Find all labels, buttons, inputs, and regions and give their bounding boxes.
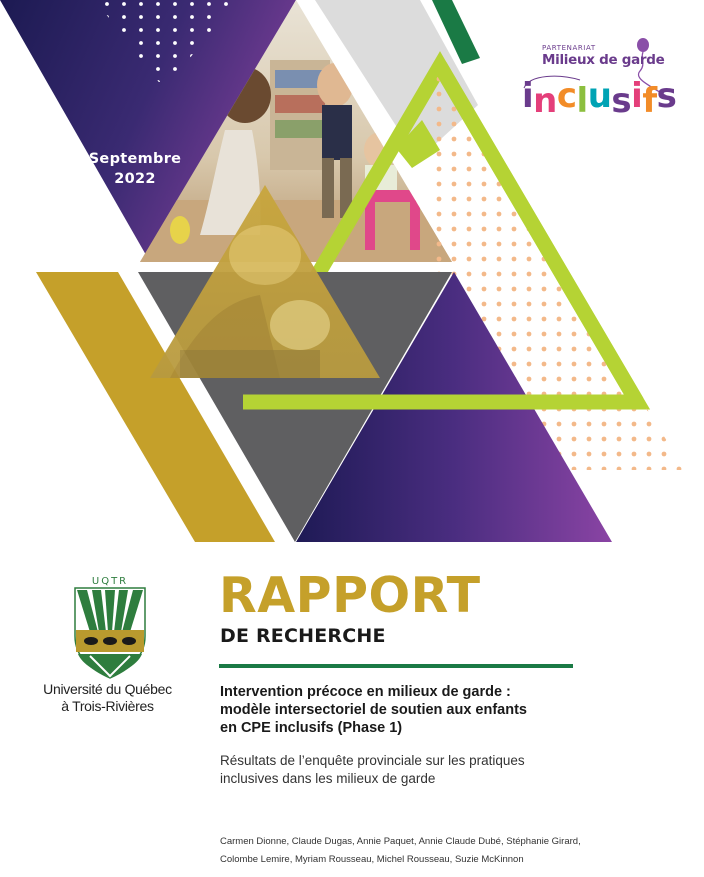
report-authors [220, 833, 640, 869]
partner-name: Milieux de garde [542, 52, 665, 68]
report-description-line1: Résultats de l’enquête provinciale sur les pratiques [220, 753, 525, 768]
green-divider [219, 664, 573, 668]
report-authors-line2: Colombe Lemire, Myriam Rousseau, Michel Rousseau, Suzie McKinnon [220, 854, 524, 865]
partner-word-inclusifs [522, 76, 677, 121]
report-description-line2: inclusives dans les milieux de garde [220, 771, 436, 786]
partner-word-letter: s [611, 81, 632, 121]
report-description [220, 752, 580, 788]
partner-word-letter: s [656, 76, 677, 116]
report-subheading: DE RECHERCHE [220, 625, 386, 647]
university-name-line2: à Trois-Rivières [61, 698, 154, 714]
report-title-line1: Intervention précoce en milieux de garde : [220, 684, 511, 700]
date-year: 2022 [114, 171, 156, 187]
report-title [220, 683, 590, 737]
partner-word-letter: i [522, 76, 534, 116]
partner-logo [520, 38, 680, 130]
report-heading: RAPPORT [219, 567, 481, 624]
university-name [20, 681, 195, 715]
uqtr-acronym: UQTR [91, 576, 129, 587]
date-month: Septembre [88, 151, 182, 167]
partner-word-letter: u [587, 76, 612, 116]
partner-tagline: PARTENARIAT [542, 44, 596, 52]
publication-date [70, 149, 200, 189]
partner-word-letter: i [631, 76, 643, 116]
partner-word-letter: f [642, 81, 657, 121]
report-authors-line1: Carmen Dionne, Claude Dugas, Annie Paquet, Annie Claude Dubé, Stéphanie Girard, [220, 836, 581, 847]
report-title-line3: en CPE inclusifs (Phase 1) [220, 720, 403, 736]
partner-word-letter: l [576, 81, 588, 121]
partner-word-letter: c [556, 76, 577, 116]
report-title-line2: modèle intersectoriel de soutien aux enfants [220, 702, 527, 718]
university-name-line1: Université du Québec [43, 681, 172, 697]
partner-word-letter: n [533, 81, 557, 121]
